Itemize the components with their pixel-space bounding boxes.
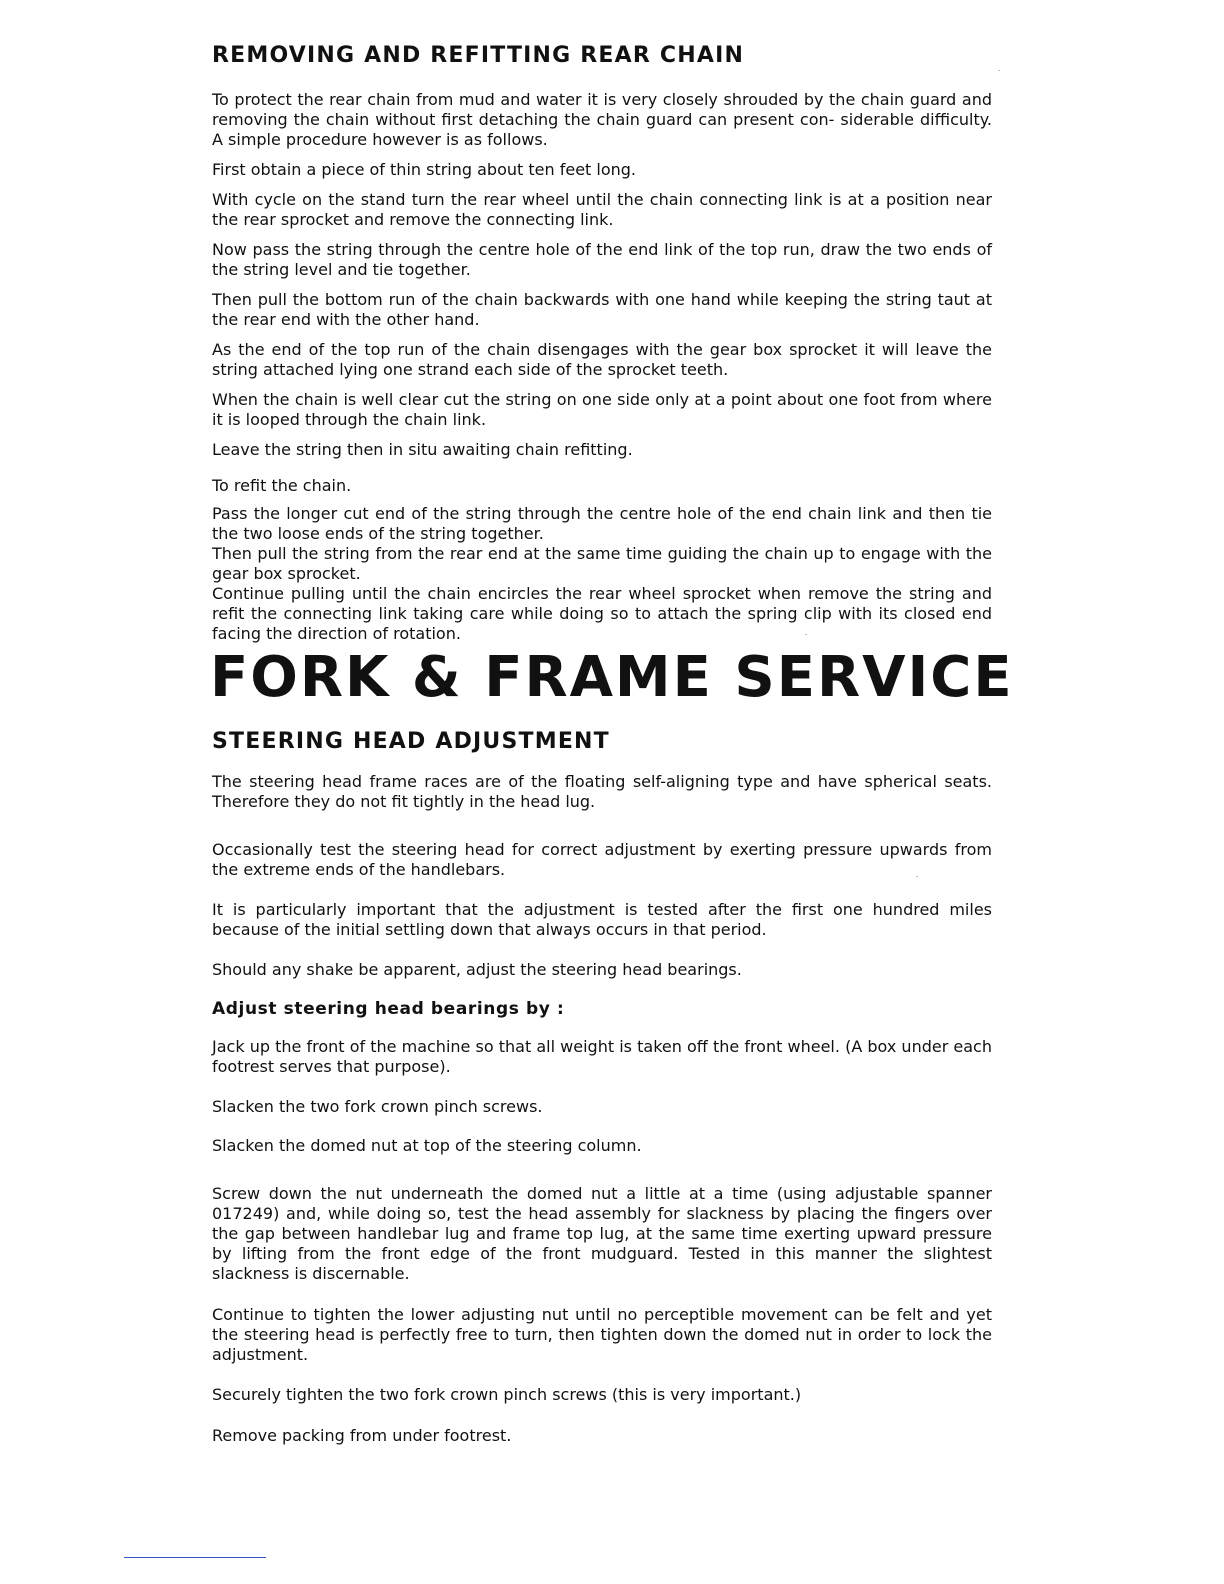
fork-frame-title: FORK & FRAME SERVICE <box>210 645 1014 710</box>
adjust-step-1: Jack up the front of the machine so that all weight is taken off the front wheel. (A box under each footrest serves that purpose). <box>212 1037 992 1076</box>
rear-chain-paragraph-8: Leave the string then in situ awaiting chain refitting. <box>212 440 633 459</box>
adjust-step-2: Slacken the two fork crown pinch screws. <box>212 1097 543 1116</box>
refit-line-3: Continue pulling until the chain encircles the rear wheel sprocket when remove the string and refit the connecting link taking care while doing so to attach the spring clip with its closed end facing the direction of rotation. <box>212 584 992 643</box>
rear-chain-paragraph-2: First obtain a piece of thin string about ten feet long. <box>212 160 637 179</box>
footer-rule <box>124 1557 266 1558</box>
rear-chain-paragraph-6: As the end of the top run of the chain disengages with the gear box sprocket it will leave the string attached lying one strand each side of the sprocket teeth. <box>212 340 992 379</box>
scan-speck <box>916 876 918 877</box>
scan-speck <box>998 70 1000 71</box>
adjust-step-5: Continue to tighten the lower adjusting nut until no perceptible movement can be felt and yet the steering head is perfectly free to turn, then tighten down the domed nut in order to lock the adjustment. <box>212 1305 992 1364</box>
adjust-step-7: Remove packing from under footrest. <box>212 1426 512 1445</box>
rear-chain-paragraph-7: When the chain is well clear cut the string on one side only at a point about one foot from where it is looped through the chain link. <box>212 390 992 429</box>
scan-speck <box>805 634 807 635</box>
steering-heading: STEERING HEAD ADJUSTMENT <box>212 729 610 754</box>
rear-chain-paragraph-4: Now pass the string through the centre hole of the end link of the top run, draw the two ends of the string level and tie together. <box>212 240 992 279</box>
adjust-subheading: Adjust steering head bearings by : <box>212 999 565 1019</box>
adjust-step-6: Securely tighten the two fork crown pinch screws (this is very important.) <box>212 1385 802 1404</box>
steering-paragraph-4: Should any shake be apparent, adjust the steering head bearings. <box>212 960 742 979</box>
refit-line-1: Pass the longer cut end of the string through the centre hole of the end chain link and then tie the two loose ends of the string together. <box>212 504 992 543</box>
rear-chain-paragraph-5: Then pull the bottom run of the chain backwards with one hand while keeping the string taut at the rear end with the other hand. <box>212 290 992 329</box>
steering-paragraph-1: The steering head frame races are of the floating self-aligning type and have spherical seats. Therefore they do not fit tightly in the head lug. <box>212 772 992 811</box>
adjust-step-3: Slacken the domed nut at top of the steering column. <box>212 1136 642 1155</box>
refit-heading: To refit the chain. <box>212 476 352 495</box>
steering-paragraph-3: It is particularly important that the adjustment is tested after the first one hundred miles because of the initial settling down that always occurs in that period. <box>212 900 992 939</box>
adjust-step-4: Screw down the nut underneath the domed nut a little at a time (using adjustable spanner 017249) and, while doing so, test the head assembly for slackness by placing the fingers over the gap between handlebar lug and frame top lug, at the same time exerting upward pressure by lifting from the front edge of the front mudguard. Tested in this manner the slightest slackness is discernable. <box>212 1184 992 1283</box>
steering-paragraph-2: Occasionally test the steering head for correct adjustment by exerting pressure upwards from the extreme ends of the handlebars. <box>212 840 992 879</box>
rear-chain-paragraph-1: To protect the rear chain from mud and water it is very closely shrouded by the chain guard and removing the chain without first detaching the chain guard can present con- siderable difficulty. A simple procedure however is as follows. <box>212 90 992 149</box>
rear-chain-heading: REMOVING AND REFITTING REAR CHAIN <box>212 43 745 68</box>
rear-chain-paragraph-3: With cycle on the stand turn the rear wheel until the chain connecting link is at a position near the rear sprocket and remove the connecting link. <box>212 190 992 229</box>
refit-line-2: Then pull the string from the rear end at the same time guiding the chain up to engage with the gear box sprocket. <box>212 544 992 583</box>
